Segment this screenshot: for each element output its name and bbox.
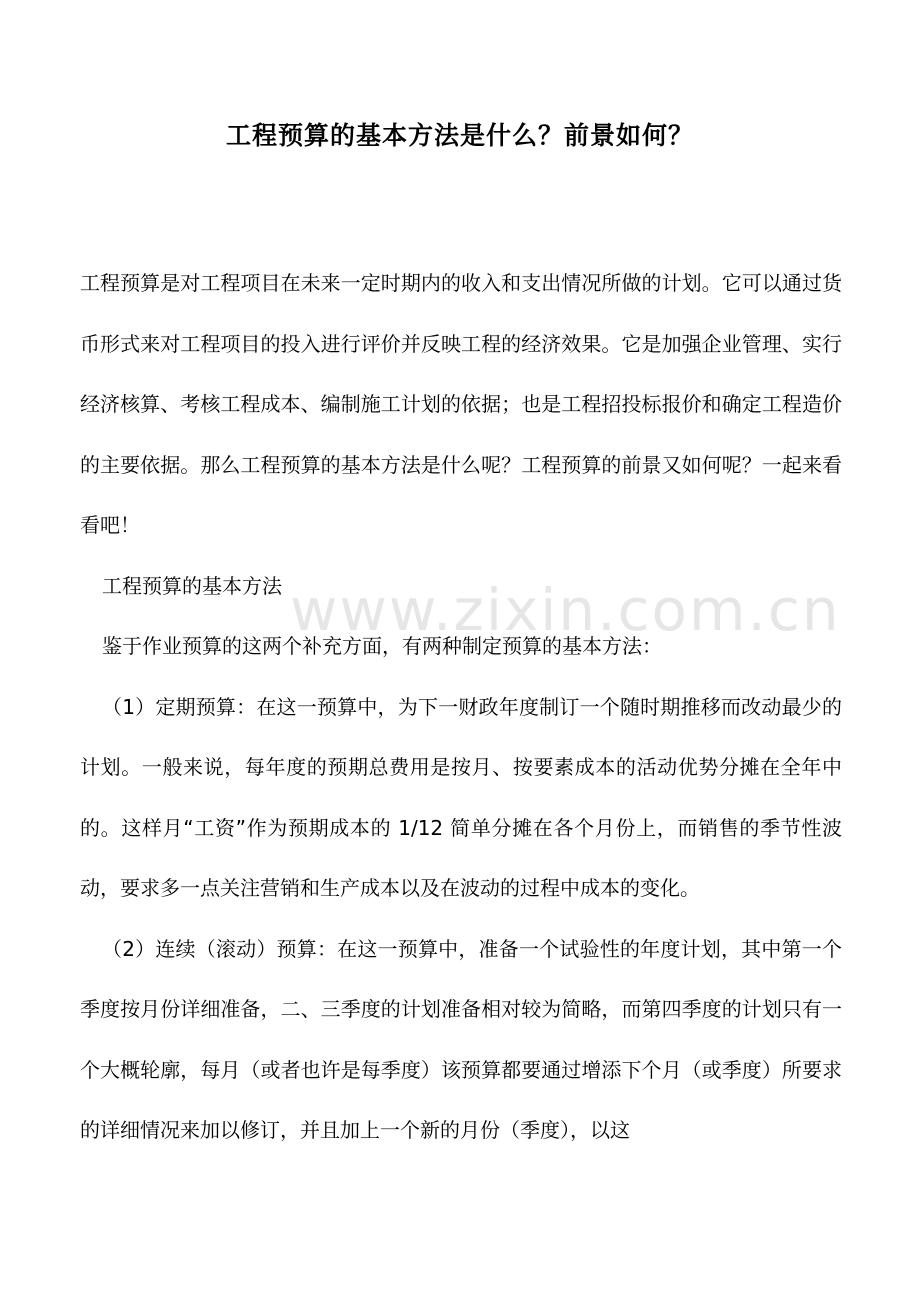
rolling-budget-paragraph: （2）连续（滚动）预算：在这一预算中，准备一个试验性的年度计划，其中第一个季度按月份详细准备，二、三季度的计划准备相对较为简略，而第四季度的计划只有一个大概轮廓，每月（或者也许是每季度）该预算都要通过增添下个月（或季度）所要求的详细情况来加以修订，并且加上一个新的月份（季度），以这 [80,936,842,1142]
document-body [80,253,842,1161]
intro-paragraph: 工程预算是对工程项目在未来一定时期内的收入和支出情况所做的计划。它可以通过货币形式来对工程项目的投入进行评价并反映工程的经济效果。它是加强企业管理、实行经济核算、考核工程成本、编制施工计划的依据；也是工程招投标报价和确定工程造价的主要依据。那么工程预算的基本方法是什么呢？工程预算的前景又如何呢？一起来看看吧！ [80,271,842,537]
page-title: 工程预算的基本方法是什么？前景如何？ [225,121,694,150]
methods-intro-paragraph: 鉴于作业预算的这两个补充方面，有两种制定预算的基本方法： [102,634,662,658]
watermark: www.zixin.com.cn [290,576,841,644]
periodic-budget-paragraph: （1）定期预算：在这一预算中，为下一财政年度制订一个随时期推移而改动最少的计划。一般来说，每年度的预期总费用是按月、按要素成本的活动优势分摊在全年中的。这样月“工资”作为预期成本的 1/12 简单分摊在各个月份上，而销售的季节性波动，要求多一点关注营销和生产成本以及在波动的过程中成本的变化。 [80,694,842,900]
section-heading: 工程预算的基本方法 [102,573,282,598]
